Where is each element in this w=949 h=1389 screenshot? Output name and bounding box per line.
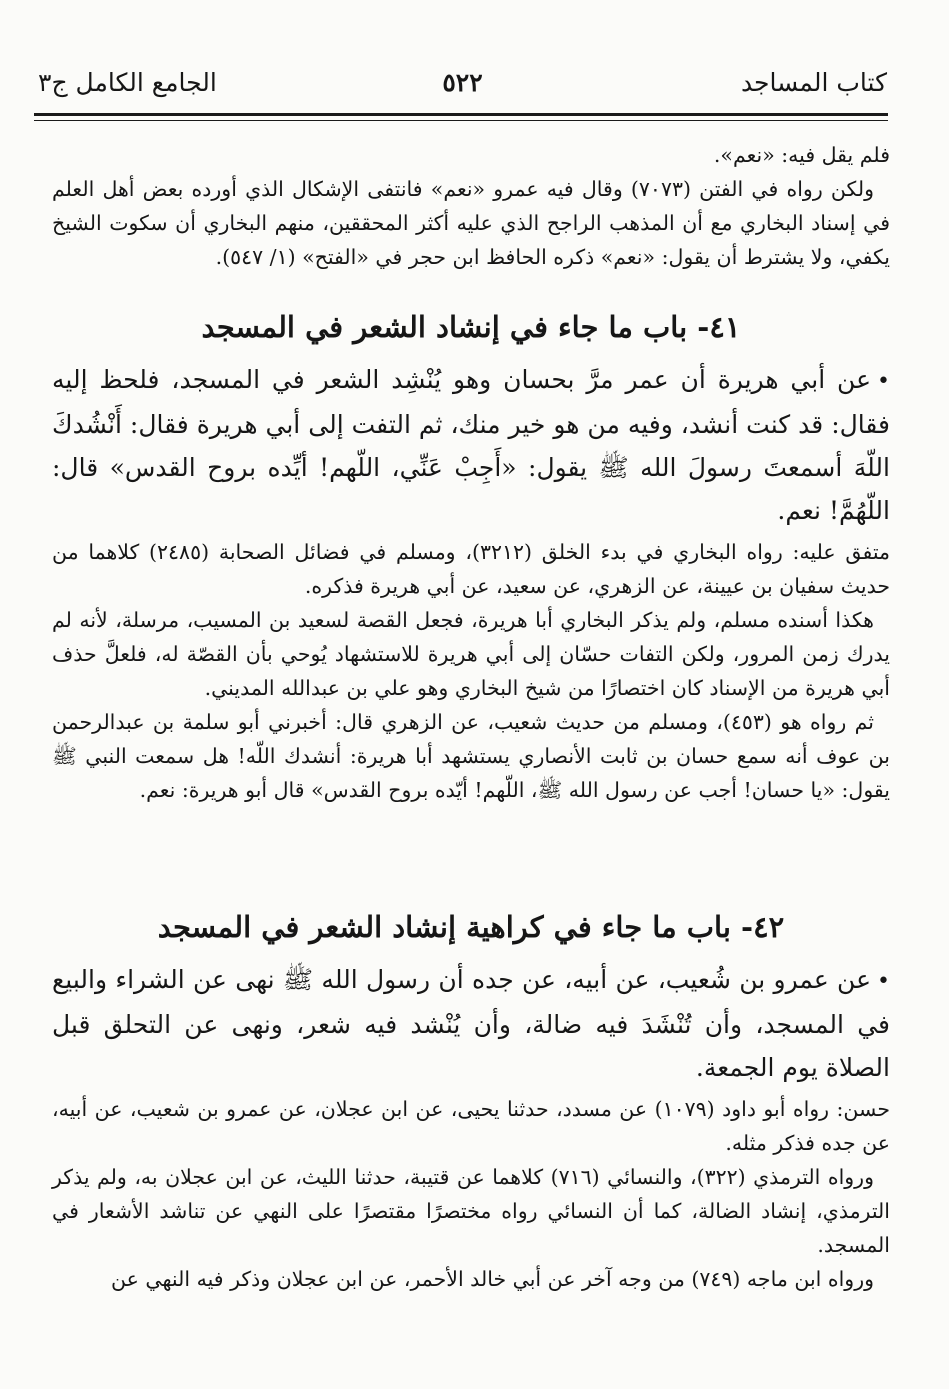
bullet-icon: • <box>877 369 890 394</box>
chapter-name: كتاب المساجد <box>740 68 887 97</box>
section-42-hadith <box>52 958 890 1089</box>
takhrij-paragraph: متفق عليه: رواه البخاري في بدء الخلق (٣٢١٢)، ومسلم في فضائل الصحابة (٢٤٨٥) كلاهما من حديث سفيان بن عيينة، عن الزهري، عن سعيد، عن أبي هريرة فذكره. <box>52 540 890 598</box>
section-42-title: ٤٢- باب ما جاء في كراهية إنشاد الشعر في المسجد <box>157 910 785 944</box>
running-header <box>38 68 887 108</box>
takhrij-paragraph: ورواه ابن ماجه (٧٤٩) من وجه آخر عن أبي خالد الأحمر، عن ابن عجلان وذكر فيه النهي عن <box>111 1267 874 1291</box>
bullet-icon: • <box>877 969 890 994</box>
intro-paragraph: ولكن رواه في الفتن (٧٠٧٣) وقال فيه عمرو «نعم» فانتفى الإشكال الذي أورده بعض أهل العلم في إسناد البخاري مع أن المذهب الراجح الذي عليه أكثر المحققين، منهم البخاري أن سكوت الشيخ يكفي، ولا يشترط أن يقول: «نعم» ذكره الحافظ ابن حجر في «الفتح» (١/ ٥٤٧). <box>52 177 890 269</box>
intro-line: فلم يقل فيه: «نعم». <box>713 143 890 167</box>
section-42-notes <box>52 1092 890 1296</box>
takhrij-paragraph: ورواه الترمذي (٣٢٢)، والنسائي (٧١٦) كلاهما عن قتيبة، حدثنا الليث، عن ابن عجلان به، ولم يذكر الترمذي، إنشاد الضالة، كما أن النسائي رواه مختصرًا مقتصرًا على النهي عن تناشد الأشعار في المسجد. <box>52 1165 890 1257</box>
commentary-paragraph: هكذا أسنده مسلم، ولم يذكر البخاري أبا هريرة، فجعل القصة لسعيد بن المسيب، مرسلة، لأنه لم يدرك زمن المرور، ولكن التفات حسّان إلى أبي هريرة للاستشهاد يُوحي بأن القصّة له، فلعلَّ حذف أبي هريرة من الإسناد كان اختصارًا من شيخ البخاري وهو علي بن عبدالله المديني. <box>52 608 890 700</box>
intro-notes <box>52 138 890 274</box>
header-rule-thin <box>34 120 888 121</box>
hadith-text: عن عمرو بن شُعيب، عن أبيه، عن جده أن رسول الله ﷺ نهى عن الشراء والبيع في المسجد، وأن تُنْشَدَ فيه ضالة، وأن يُنْشد فيه شعر، ونهى عن التحلق قبل الصلاة يوم الجمعة. <box>52 965 890 1082</box>
section-41-notes <box>52 535 890 807</box>
hadith-text: عن أبي هريرة أن عمر مرَّ بحسان وهو يُنْشِد الشعر في المسجد، فلحظ إليه فقال: قد كنت أنشد، وفيه من هو خير منك، ثم التفت إلى أبي هريرة فقال: أَنْشُدكَ اللّهَ أسمعتَ رسولَ الله ﷺ يقول: «أَجِبْ عَنِّي، اللّهم! أيِّده بروح القدس» قال: اللّهُمَّ! نعم. <box>52 365 890 525</box>
book-title: الجامع الكامل ج٣ <box>38 68 217 97</box>
takhrij-paragraph: ثم رواه هو (٤٥٣)، ومسلم من حديث شعيب، عن الزهري قال: أخبرني أبو سلمة بن عبدالرحمن بن عوف أنه سمع حسان بن ثابت الأنصاري يستشهد أبا هريرة: أنشدك اللّه! هل سمعت النبي ﷺ يقول: «يا حسان! أجب عن رسول الله ﷺ، اللّهم! أيّده بروح القدس» قال أبو هريرة: نعم. <box>52 710 890 802</box>
takhrij-paragraph: حسن: رواه أبو داود (١٠٧٩) عن مسدد، حدثنا يحيى، عن ابن عجلان، عن عمرو بن شعيب، عن أبيه، عن جده فذكر مثله. <box>52 1097 891 1155</box>
section-41-title: ٤١- باب ما جاء في إنشاد الشعر في المسجد <box>201 310 741 344</box>
section-41-hadith <box>52 358 890 532</box>
page-number: ٥٢٢ <box>442 68 483 97</box>
header-rule-thick <box>34 113 888 116</box>
